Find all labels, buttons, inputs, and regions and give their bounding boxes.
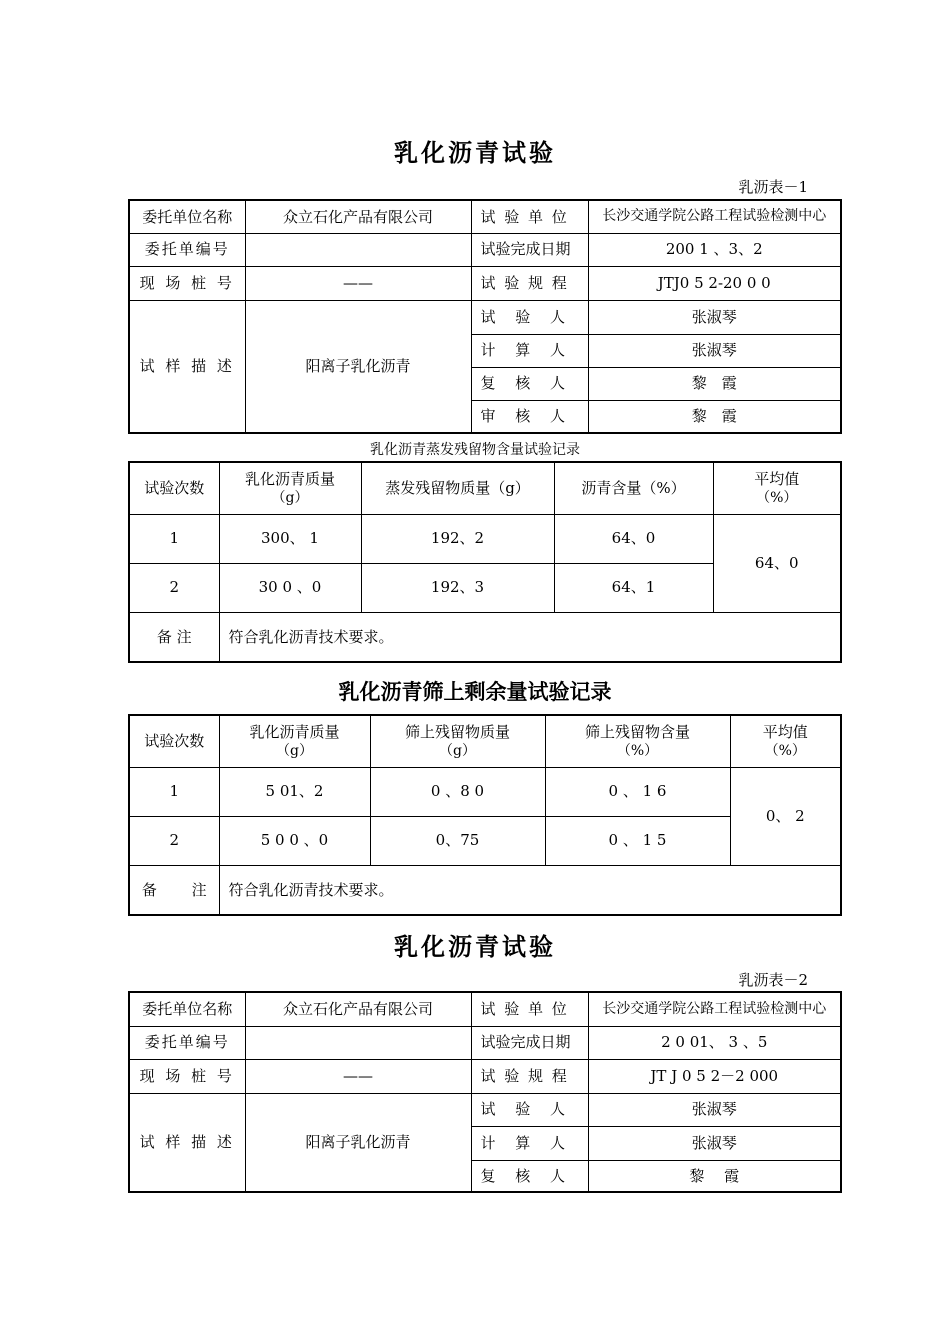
client-value: 众立石化产品有限公司 (245, 200, 471, 233)
spec-value: JT J 0 5 2－2 000 (588, 1059, 841, 1093)
header-residue-text: 筛上残留物质量 (404, 722, 510, 741)
reviewer-label: 复 核 人 (471, 367, 588, 400)
test-unit-value: 长沙交通学院公路工程试验检测中心 (588, 200, 841, 233)
station-label: 现 场 桩 号 (129, 266, 245, 300)
table-row (129, 767, 841, 816)
row-no: 1 (129, 767, 219, 816)
header-count: 试验次数 (129, 462, 219, 514)
sample-value: 阳离子乳化沥青 (245, 1093, 471, 1192)
client-no-label: 委托单编号 (129, 1026, 245, 1059)
test-unit-label: 试 验 单 位 (471, 200, 588, 233)
station-value: —— (245, 266, 471, 300)
header-mass-unit: （g） (271, 489, 309, 506)
row-no: 1 (129, 514, 219, 563)
complete-date-value: 2 0 01、 3 、5 (588, 1026, 841, 1059)
header-content (545, 715, 730, 767)
table-row (129, 514, 841, 563)
header-mass-text: 乳化沥青质量 (244, 469, 335, 488)
tester-value: 张淑琴 (588, 300, 841, 334)
note-value: 符合乳化沥青技术要求。 (219, 865, 841, 915)
client-no-value (245, 233, 471, 266)
residue-table (128, 461, 842, 663)
spec-label: 试 验 规 程 (471, 1059, 588, 1093)
calc-label: 计 算 人 (471, 334, 588, 367)
row-content: 0 、 1 6 (545, 767, 730, 816)
client-no-label: 委托单编号 (129, 233, 245, 266)
complete-date-value: 200 1 、3、2 (588, 233, 841, 266)
header-avg (713, 462, 841, 514)
row-residue: 192、3 (361, 563, 554, 612)
header-mass-text: 乳化沥青质量 (249, 722, 340, 741)
sample-label: 试 样 描 述 (129, 300, 245, 433)
row-no: 2 (129, 816, 219, 865)
reviewer-label: 复 核 人 (471, 1160, 588, 1192)
complete-date-label: 试验完成日期 (471, 233, 588, 266)
row-residue: 0、75 (370, 816, 545, 865)
client-label: 委托单位名称 (129, 992, 245, 1026)
form-number-2: 乳沥表－2 (738, 971, 808, 989)
complete-date-label: 试验完成日期 (471, 1026, 588, 1059)
client-value: 众立石化产品有限公司 (245, 992, 471, 1026)
header-avg-unit: （%） (756, 489, 798, 506)
note-label: 备 注 (129, 865, 219, 915)
sieve-table (128, 714, 842, 916)
header-mass (219, 462, 361, 514)
header-content-unit: （%） (616, 742, 659, 759)
client-label: 委托单位名称 (129, 200, 245, 233)
header-avg-text: 平均值 (762, 722, 808, 741)
station-value: —— (245, 1059, 471, 1093)
row-average: 0、 2 (730, 767, 841, 865)
sample-value: 阳离子乳化沥青 (245, 300, 471, 433)
header-mass-unit: （g） (276, 742, 313, 759)
row-mass: 5 0 0 、0 (219, 816, 370, 865)
sieve-title: 乳化沥青筛上剩余量试验记录 (338, 680, 612, 704)
spec-value: JTJ0 5 2-20 0 0 (588, 266, 841, 300)
test-unit-value: 长沙交通学院公路工程试验检测中心 (588, 992, 841, 1026)
row-content: 64、0 (554, 514, 713, 563)
tester-label: 试 验 人 (471, 1093, 588, 1126)
calc-label: 计 算 人 (471, 1126, 588, 1160)
row-no: 2 (129, 563, 219, 612)
row-mass: 5 01、2 (219, 767, 370, 816)
note-value: 符合乳化沥青技术要求。 (219, 612, 841, 662)
reviewer-value: 黎 霞 (588, 367, 841, 400)
residue-caption: 乳化沥青蒸发残留物含量试验记录 (370, 442, 580, 458)
header-avg-unit: （%） (764, 742, 806, 759)
note-label: 备 注 (129, 612, 219, 662)
row-residue: 0 、8 0 (370, 767, 545, 816)
header-content: 沥青含量（%） (554, 462, 713, 514)
test-unit-label: 试 验 单 位 (471, 992, 588, 1026)
tester-label: 试 验 人 (471, 300, 588, 334)
calc-value: 张淑琴 (588, 1126, 841, 1160)
page-title: 乳化沥青试验 (394, 138, 556, 167)
row-mass: 30 0 、0 (219, 563, 361, 612)
header-residue: 蒸发残留物质量（g） (361, 462, 554, 514)
station-label: 现 场 桩 号 (129, 1059, 245, 1093)
header-residue-unit: （g） (439, 742, 476, 759)
form-number: 乳沥表－1 (738, 178, 808, 196)
header-avg (730, 715, 841, 767)
auditor-label: 审 核 人 (471, 400, 588, 433)
sample-label: 试 样 描 述 (129, 1093, 245, 1192)
row-residue: 192、2 (361, 514, 554, 563)
row-average: 64、0 (713, 514, 841, 612)
info-table-1 (128, 199, 842, 434)
row-content: 64、1 (554, 563, 713, 612)
info-table-2 (128, 991, 842, 1193)
spec-label: 试 验 规 程 (471, 266, 588, 300)
row-content: 0 、 1 5 (545, 816, 730, 865)
header-residue (370, 715, 545, 767)
calc-value: 张淑琴 (588, 334, 841, 367)
header-content-text: 筛上残留物含量 (584, 722, 690, 741)
header-count: 试验次数 (129, 715, 219, 767)
client-no-value (245, 1026, 471, 1059)
page-title-2: 乳化沥青试验 (394, 932, 556, 961)
reviewer-value: 黎 霞 (588, 1160, 841, 1192)
auditor-value: 黎 霞 (588, 400, 841, 433)
row-mass: 300、 1 (219, 514, 361, 563)
header-avg-text: 平均值 (754, 469, 800, 488)
tester-value: 张淑琴 (588, 1093, 841, 1126)
header-mass (219, 715, 370, 767)
